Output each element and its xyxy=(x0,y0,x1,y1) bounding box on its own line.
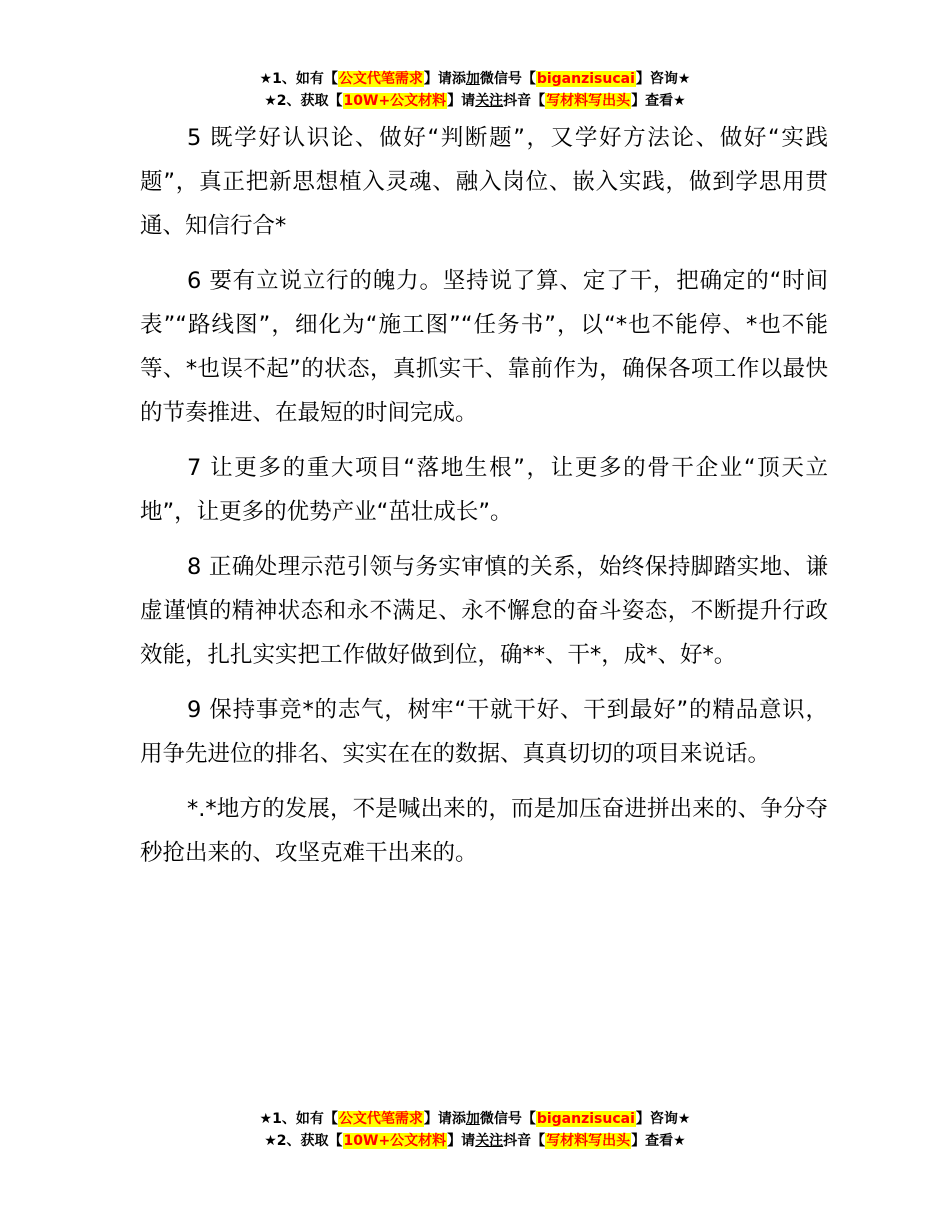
header-banner xyxy=(0,68,950,112)
highlight-service: 公文代笔需求 xyxy=(338,71,423,87)
footer-line-1: ★1、如有【公文代笔需求】请添加微信号【biganzisucai】咨询★ xyxy=(259,1111,691,1127)
header-line-2: ★2、获取【10W+公文材料】请关注抖音【写材料写出头】查看★ xyxy=(264,93,686,109)
header-line-1: ★1、如有【公文代笔需求】请添加微信号【biganzisucai】咨询★ xyxy=(259,71,691,87)
highlight-service: 公文代笔需求 xyxy=(338,1111,423,1127)
paragraph-7: 7 让更多的重大项目“落地生根”，让更多的骨干企业“顶天立地”，让更多的优势产业“茁壮成长”。 xyxy=(140,455,828,525)
paragraph-10: *.*地方的发展，不是喊出来的，而是加压奋进拼出来的、争分夺秒抢出来的、攻坚克难干出来的。 xyxy=(140,796,828,866)
highlight-douyin: 写材料写出头 xyxy=(546,93,631,109)
document-body xyxy=(140,116,828,886)
highlight-materials: 10W+公文材料 xyxy=(343,1133,447,1149)
footer-line-2: ★2、获取【10W+公文材料】请关注抖音【写材料写出头】查看★ xyxy=(264,1133,686,1149)
footer-banner xyxy=(0,1108,950,1152)
paragraph-5: 5 既学好认识论、做好“判断题”，又学好方法论、做好“实践题”，真正把新思想植入灵魂、融入岗位、嵌入实践，做到学思用贯通、知信行合* xyxy=(140,125,828,239)
paragraph-8: 8 正确处理示范引领与务实审慎的关系，始终保持脚踏实地、谦虚谨慎的精神状态和永不满足、永不懈怠的奋斗姿态，不断提升行政效能，扎扎实实把工作做好做到位，确**、干*，成*、好*。 xyxy=(140,554,828,668)
highlight-materials: 10W+公文材料 xyxy=(343,93,447,109)
highlight-douyin: 写材料写出头 xyxy=(546,1133,631,1149)
highlight-wechat-id: biganzisucai xyxy=(536,71,635,87)
paragraph-9: 9 保持事竞*的志气，树牢“干就干好、干到最好”的精品意识，用争先进位的排名、实实在在的数据、真真切切的项目来说话。 xyxy=(140,697,828,767)
paragraph-6: 6 要有立说立行的魄力。坚持说了算、定了干，把确定的“时间表”“路线图”，细化为“施工图”“任务书”，以“*也不能停、*也不能等、*也误不起”的状态，真抓实干、靠前作为，确保各项工作以最快的节奏推进、在最短的时间完成。 xyxy=(140,268,828,426)
highlight-wechat-id: biganzisucai xyxy=(536,1111,635,1127)
